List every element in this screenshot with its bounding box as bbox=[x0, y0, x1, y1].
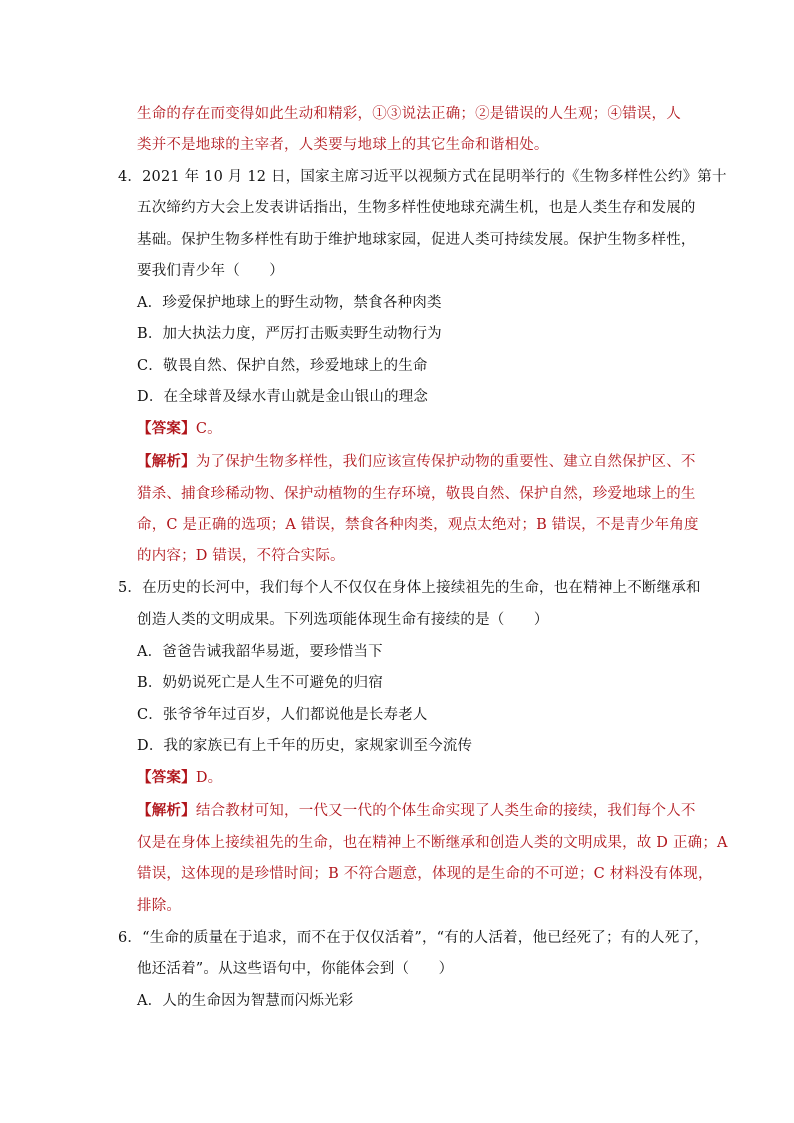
q4-option-c: C．敬畏自然、保护自然，珍爱地球上的生命 bbox=[137, 358, 428, 374]
q5-analysis-line bbox=[137, 801, 696, 821]
analysis-text: 为了保护生物多样性，我们应该宣传保护动物的重要性、建立自然保护区、不 bbox=[195, 454, 696, 470]
q4-answer bbox=[137, 419, 222, 439]
answer-value: D。 bbox=[195, 770, 223, 786]
q4-analysis-line: 猎杀、捕食珍稀动物、保护动植物的生存环境，敬畏自然、保护自然，珍爱地球上的生 bbox=[137, 486, 696, 502]
q5-option-b: B．奶奶说死亡是人生不可避免的归宿 bbox=[137, 675, 384, 691]
answer-value: C。 bbox=[195, 421, 222, 437]
q5-option-d: D．我的家族已有上千年的历史，家规家训至今流传 bbox=[137, 738, 473, 754]
q5-analysis-line: 仅是在身体上接续祖先的生命，也在精神上不断继承和创造人类的文明成果，故 D 正确；A bbox=[137, 835, 728, 851]
q4-analysis-line bbox=[137, 452, 696, 472]
q6-stem-line: 他还活着”。从这些语句中，你能体会到（ ） bbox=[137, 961, 454, 977]
q4-option-a: A．珍爱保护地球上的野生动物，禁食各种肉类 bbox=[137, 295, 442, 311]
q4-stem-line: 4．2021 年 10 月 12 日，国家主席习近平以视频方式在昆明举行的《生物多样性公约》第十 bbox=[118, 169, 727, 185]
q4-option-d: D．在全球普及绿水青山就是金山银山的理念 bbox=[137, 389, 429, 405]
analysis-text: 结合教材可知，一代又一代的个体生命实现了人类生命的接续，我们每个人不 bbox=[195, 803, 696, 819]
q5-analysis-line: 排除。 bbox=[137, 898, 182, 914]
q5-stem-line: 5．在历史的长河中，我们每个人不仅仅在身体上接续祖先的生命，也在精神上不断继承和 bbox=[118, 580, 701, 596]
q5-option-c: C．张爷爷年过百岁，人们都说他是长寿老人 bbox=[137, 707, 428, 723]
q4-stem-line: 基础。保护生物多样性有助于维护地球家园，促进人类可持续发展。保护生物多样性， bbox=[137, 232, 696, 248]
analysis-tag: 【解析】 bbox=[137, 802, 196, 819]
q5-answer bbox=[137, 768, 222, 788]
prev-analysis-line: 类并不是地球的主宰者，人类要与地球上的其它生命和谐相处。 bbox=[137, 137, 549, 153]
analysis-tag: 【解析】 bbox=[137, 453, 196, 470]
answer-tag: 【答案】 bbox=[137, 769, 196, 786]
q5-option-a: A．爸爸告诫我韶华易逝，要珍惜当下 bbox=[137, 644, 383, 660]
q4-analysis-line: 命，C 是正确的选项；A 错误，禁食各种肉类，观点太绝对；B 错误，不是青少年角度 bbox=[137, 517, 699, 533]
prev-analysis-line: 生命的存在而变得如此生动和精彩，①③说法正确；②是错误的人生观；④错误，人 bbox=[137, 106, 681, 122]
q4-stem-line: 五次缔约方大会上发表讲话指出，生物多样性使地球充满生机，也是人类生存和发展的 bbox=[137, 200, 696, 216]
q4-stem-line: 要我们青少年（ ） bbox=[137, 263, 284, 279]
q4-analysis-line: 的内容；D 错误，不符合实际。 bbox=[137, 548, 345, 564]
q6-option-a: A．人的生命因为智慧而闪烁光彩 bbox=[137, 993, 354, 1009]
q5-stem-line: 创造人类的文明成果。下列选项能体现生命有接续的是（ ） bbox=[137, 612, 549, 628]
answer-tag: 【答案】 bbox=[137, 420, 196, 437]
q4-option-b: B．加大执法力度，严厉打击贩卖野生动物行为 bbox=[137, 326, 442, 342]
q6-stem-line: 6．“生命的质量在于追求，而不在于仅仅活着”，“有的人活着，他已经死了；有的人死了， bbox=[118, 930, 709, 946]
q5-analysis-line: 错误，这体现的是珍惜时间；B 不符合题意，体现的是生命的不可逆；C 材料没有体现， bbox=[137, 866, 713, 882]
